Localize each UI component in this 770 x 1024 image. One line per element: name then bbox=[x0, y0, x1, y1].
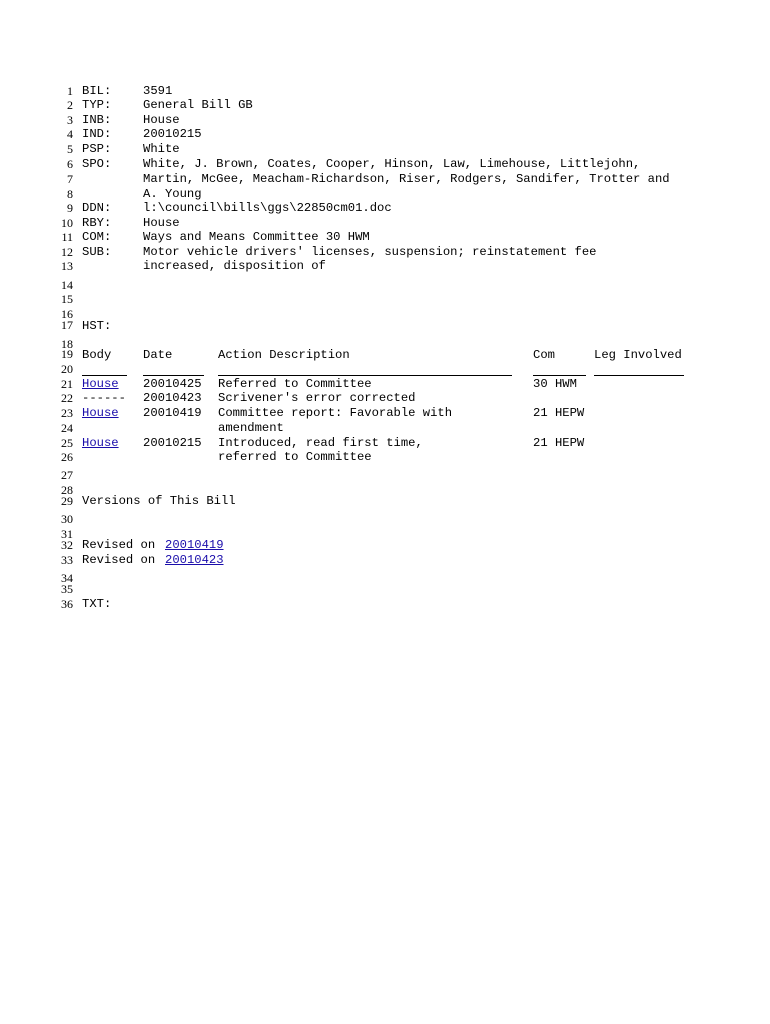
field-value-com: Ways and Means Committee 30 HWM bbox=[143, 230, 370, 244]
line-number: 15 bbox=[61, 292, 73, 306]
version-link[interactable]: 20010419 bbox=[165, 538, 224, 552]
field-label-psp: PSP: bbox=[82, 142, 112, 156]
history-date: 20010425 bbox=[143, 377, 202, 391]
history-action: Introduced, read first time, bbox=[218, 436, 423, 450]
field-value-rby: House bbox=[143, 216, 180, 230]
line-number: 7 bbox=[67, 172, 73, 186]
line-number: 3 bbox=[67, 113, 73, 127]
column-underline bbox=[218, 375, 512, 376]
line-number: 33 bbox=[61, 553, 73, 567]
line-number: 22 bbox=[61, 391, 73, 405]
line-number: 12 bbox=[61, 245, 73, 259]
field-value-typ: General Bill GB bbox=[143, 98, 253, 112]
column-header-body: Body bbox=[82, 348, 112, 362]
versions-title: Versions of This Bill bbox=[82, 494, 236, 508]
field-label-bil: BIL: bbox=[82, 84, 112, 98]
line-number: 24 bbox=[61, 421, 73, 435]
history-action: referred to Committee bbox=[218, 450, 372, 464]
field-label-ddn: DDN: bbox=[82, 201, 112, 215]
history-date: 20010419 bbox=[143, 406, 202, 420]
column-header-leg: Leg Involved bbox=[594, 348, 682, 362]
field-label-rby: RBY: bbox=[82, 216, 112, 230]
field-value-spo-line: Martin, McGee, Meacham-Richardson, Riser, Rodgers, Sandifer, Trotter and bbox=[143, 172, 670, 186]
history-com: 21 HEPW bbox=[533, 436, 585, 450]
version-link[interactable]: 20010423 bbox=[165, 553, 224, 567]
field-value-sub-line: Motor vehicle drivers' licenses, suspension; reinstatement fee bbox=[143, 245, 597, 259]
txt-label: TXT: bbox=[82, 597, 112, 611]
line-number: 35 bbox=[61, 582, 73, 596]
history-action: Referred to Committee bbox=[218, 377, 372, 391]
column-underline bbox=[82, 375, 127, 376]
line-number: 27 bbox=[61, 468, 73, 482]
line-number: 4 bbox=[67, 127, 73, 141]
line-number: 17 bbox=[61, 318, 73, 332]
line-number: 16 bbox=[61, 307, 73, 321]
line-number: 36 bbox=[61, 597, 73, 611]
line-number: 23 bbox=[61, 406, 73, 420]
line-number: 2 bbox=[67, 98, 73, 112]
line-number: 25 bbox=[61, 436, 73, 450]
field-label-com: COM: bbox=[82, 230, 112, 244]
column-header-action: Action Description bbox=[218, 348, 350, 362]
history-date: 20010215 bbox=[143, 436, 202, 450]
field-label-sub: SUB: bbox=[82, 245, 112, 259]
line-number: 26 bbox=[61, 450, 73, 464]
line-number: 20 bbox=[61, 362, 73, 376]
version-prefix: Revised on bbox=[82, 538, 156, 552]
history-com: 21 HEPW bbox=[533, 406, 585, 420]
line-number: 11 bbox=[61, 230, 73, 244]
column-header-com: Com bbox=[533, 348, 555, 362]
field-value-bil: 3591 bbox=[143, 84, 173, 98]
line-number: 13 bbox=[61, 259, 73, 273]
history-body-link[interactable]: House bbox=[82, 436, 119, 450]
line-number: 31 bbox=[61, 527, 73, 541]
field-value-psp: White bbox=[143, 142, 180, 156]
field-label-inb: INB: bbox=[82, 113, 112, 127]
column-underline bbox=[594, 375, 684, 376]
field-value-spo-line: White, J. Brown, Coates, Cooper, Hinson, Law, Limehouse, Littlejohn, bbox=[143, 157, 641, 171]
line-number: 19 bbox=[61, 347, 73, 361]
line-number: 18 bbox=[61, 337, 73, 351]
line-number: 1 bbox=[67, 84, 73, 98]
history-date: 20010423 bbox=[143, 391, 202, 405]
column-underline bbox=[143, 375, 204, 376]
line-number: 34 bbox=[61, 571, 73, 585]
history-action: Committee report: Favorable with bbox=[218, 406, 453, 420]
line-number: 6 bbox=[67, 157, 73, 171]
line-number: 9 bbox=[67, 201, 73, 215]
field-value-spo-line: A. Young bbox=[143, 187, 202, 201]
history-com: 30 HWM bbox=[533, 377, 577, 391]
line-number: 8 bbox=[67, 187, 73, 201]
line-number: 28 bbox=[61, 483, 73, 497]
column-underline bbox=[533, 375, 586, 376]
field-label-typ: TYP: bbox=[82, 98, 112, 112]
field-value-sub-line: increased, disposition of bbox=[143, 259, 326, 273]
line-number: 30 bbox=[61, 512, 73, 526]
history-action: amendment bbox=[218, 421, 284, 435]
line-number: 14 bbox=[61, 278, 73, 292]
line-number: 32 bbox=[61, 538, 73, 552]
column-header-date: Date bbox=[143, 348, 173, 362]
field-value-ind: 20010215 bbox=[143, 127, 202, 141]
line-number: 5 bbox=[67, 142, 73, 156]
field-value-inb: House bbox=[143, 113, 180, 127]
line-number: 29 bbox=[61, 494, 73, 508]
history-action: Scrivener's error corrected bbox=[218, 391, 416, 405]
line-number: 10 bbox=[61, 216, 73, 230]
field-label-spo: SPO: bbox=[82, 157, 112, 171]
history-body-link[interactable]: House bbox=[82, 406, 119, 420]
field-value-ddn: l:\council\bills\ggs\22850cm01.doc bbox=[143, 201, 392, 215]
version-prefix: Revised on bbox=[82, 553, 156, 567]
field-label-ind: IND: bbox=[82, 127, 112, 141]
history-label: HST: bbox=[82, 319, 112, 333]
line-number: 21 bbox=[61, 377, 73, 391]
history-body-link[interactable]: House bbox=[82, 377, 119, 391]
history-body: ------ bbox=[82, 391, 126, 405]
